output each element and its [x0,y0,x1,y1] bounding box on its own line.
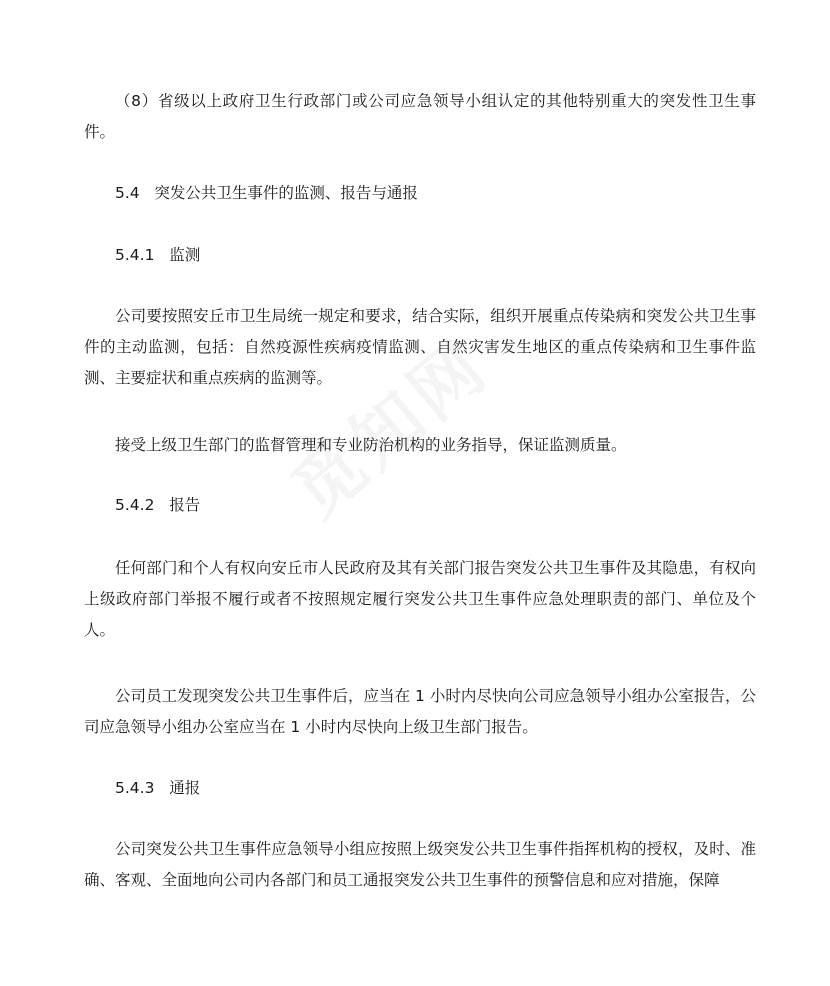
section-heading-5-4-3: 5.4.3 通报 [115,779,201,797]
paragraph-reporting-time: 公司员工发现突发公共卫生事件后，应当在 1 小时内尽快向公司应急领导小组办公室报告，公司应急领导小组办公室应当在 1 小时内尽快向上级卫生部门报告。 [84,687,756,736]
section-heading-5-4: 5.4 突发公共卫生事件的监测、报告与通报 [115,184,418,202]
paragraph-reporting-rights: 任何部门和个人有权向安丘市人民政府及其有关部门报告突发公共卫生事件及其隐患，有权向上级政府部门举报不履行或者不按照规定履行突发公共卫生事件应急处理职责的部门、单位及个人。 [84,559,756,639]
paragraph-monitoring: 公司要按照安丘市卫生局统一规定和要求，结合实际，组织开展重点传染病和突发公共卫生事件的主动监测，包括：自然疫源性疾病疫情监测、自然灾害发生地区的重点传染病和卫生事件监测、主要症状和重点疾病的监测等。 [84,307,756,387]
section-heading-5-4-1: 5.4.1 监测 [115,246,201,264]
paragraph-notification: 公司突发公共卫生事件应急领导小组应按照上级突发公共卫生事件指挥机构的授权，及时、准确、客观、全面地向公司内各部门和员工通报突发公共卫生事件的预警信息和应对措施，保障 [84,840,756,889]
section-heading-5-4-2: 5.4.2 报告 [115,496,201,514]
paragraph-item-8: （8）省级以上政府卫生行政部门或公司应急领导小组认定的其他特别重大的突发性卫生事件。 [84,92,756,141]
paragraph-supervision: 接受上级卫生部门的监督管理和专业防治机构的业务指导，保证监测质量。 [115,436,627,454]
